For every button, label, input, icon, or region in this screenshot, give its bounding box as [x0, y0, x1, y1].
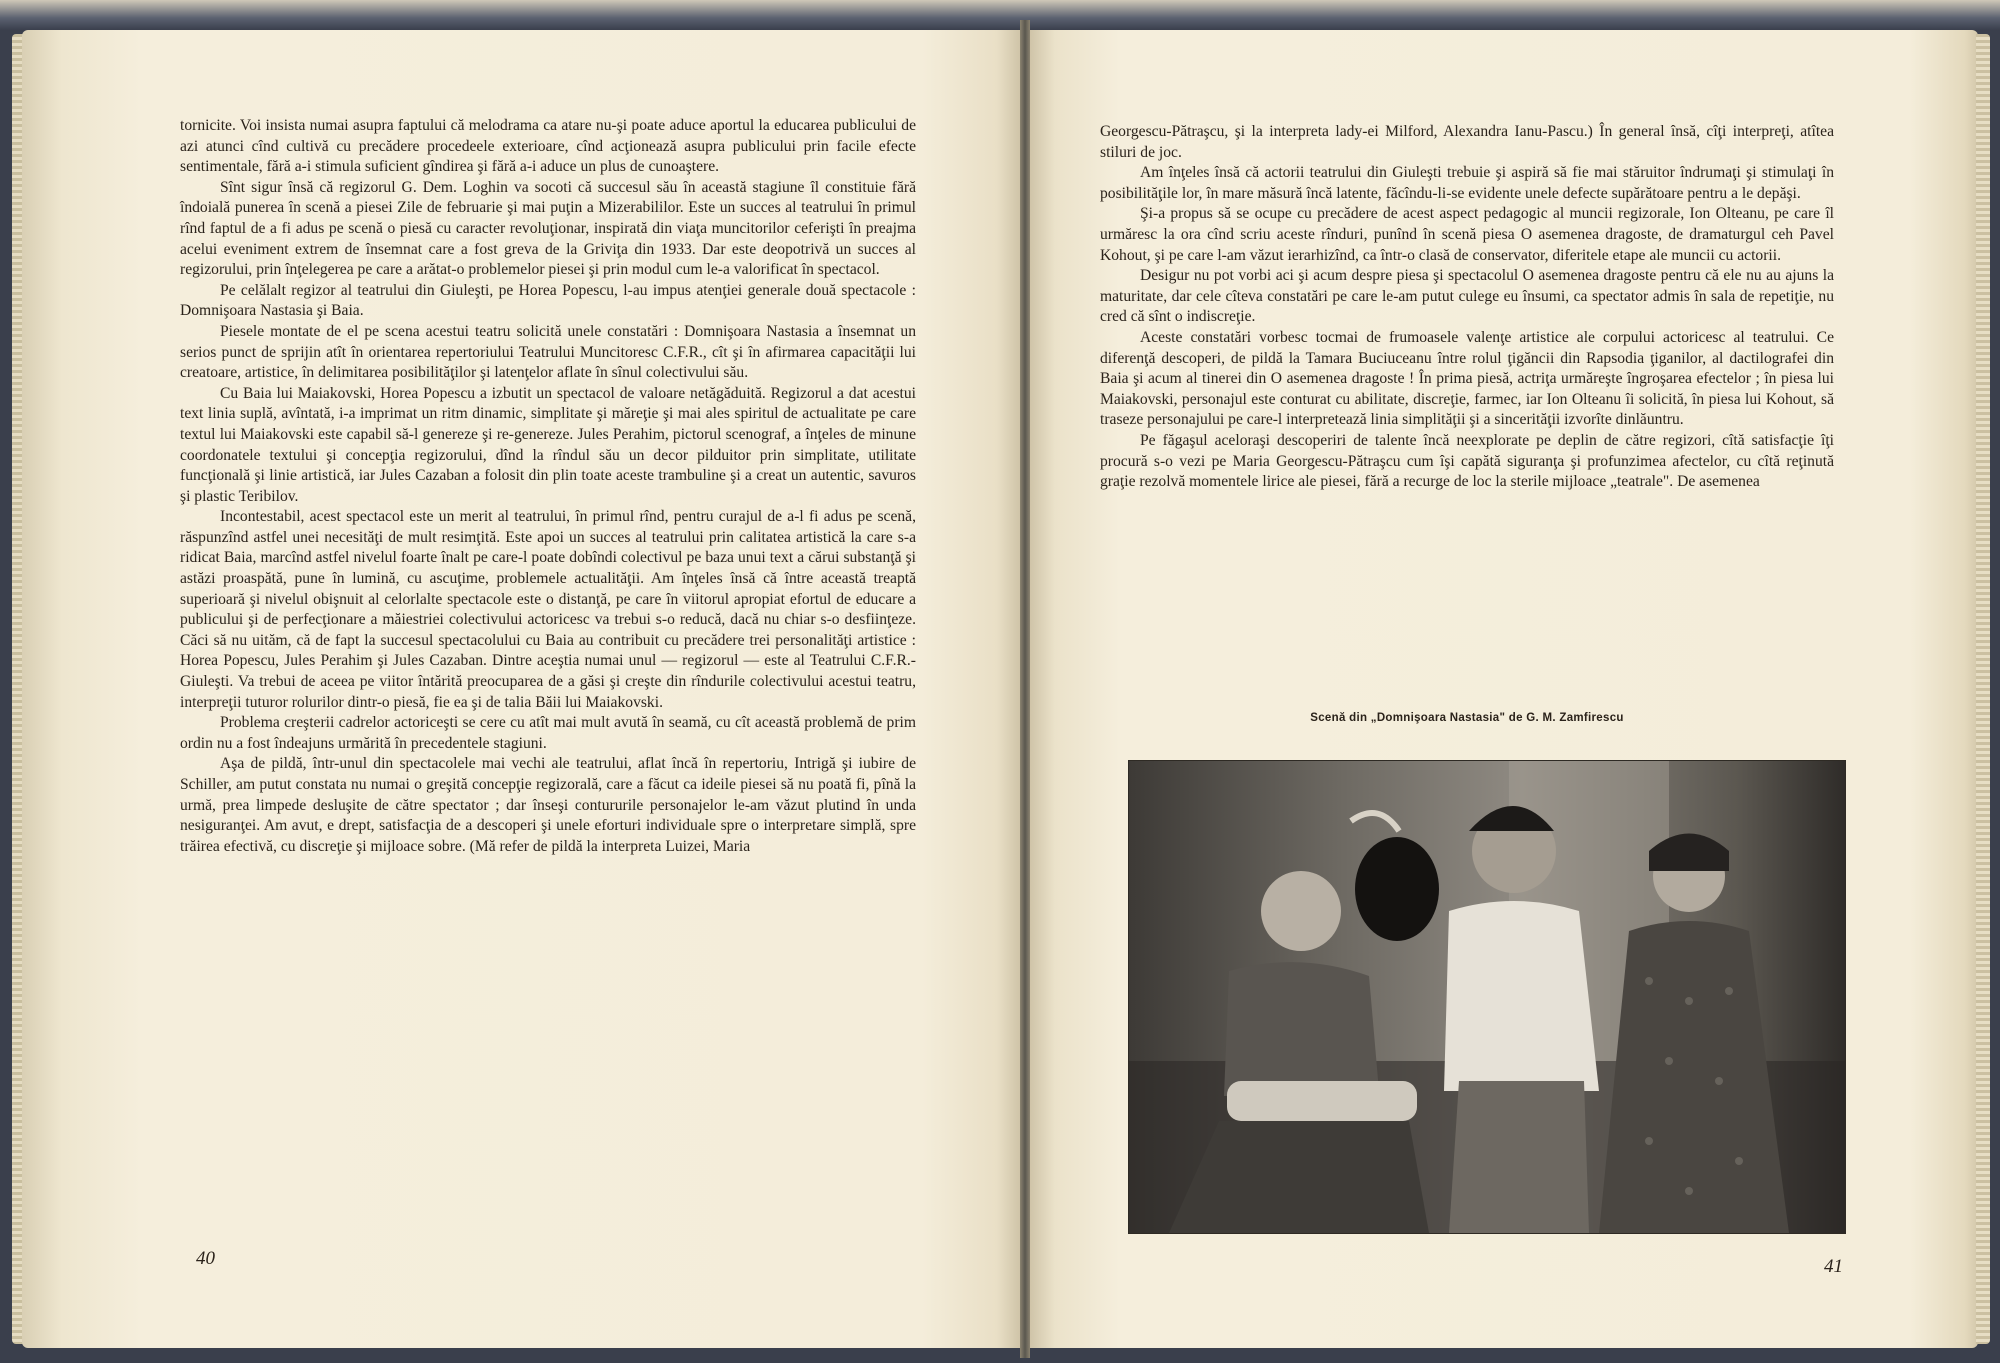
scene-photo-image: [1129, 761, 1845, 1233]
photo-caption: Scenă din „Domnişoara Nastasia" de G. M. Zamfirescu: [1310, 712, 1624, 724]
book-spine: [1020, 20, 1030, 1358]
page-number-left: 40: [196, 1248, 215, 1269]
scene-photograph: [1128, 760, 1846, 1234]
paragraph: Incontestabil, acest spectacol este un merit al teatrului, în primul rînd, pentru curajul de a-l fi adus pe scenă, răspunzînd astfel unei necesităţi de mult resimţită. Este apoi un succes al teatrului prin calitatea artistică la care s-a ridicat Baia, marcînd astfel nivelul foarte înalt pe care-l poate dobîndi colectivul pe baza unui text a cărui substanţă şi astăzi proaspătă, pune în lumină, cu ascuţime, problemele actualităţii. Am înţeles însă că între această treaptă superioară şi nivelul obişnuit al celorlalte spectacole este o distanţă, pe care în viitorul apropiat efortul de educare a publicului şi de perfecţionare a măiestriei colectivului actoricesc va trebui s-o reducă, dacă nu chiar s-o desfiinţeze. Căci să nu uităm, că de fapt la succesul spectacolului cu Baia au contribuit cu precădere trei personalităţi artistice : Horea Popescu, Jules Perahim şi Jules Cazaban. Dintre aceştia numai unul — regizorul — este al Teatrului C.F.R.-Giuleşti. Va trebui de aceea pe viitor întărită preocuparea de a găsi şi creşte din rîndurile colectivului acestui teatru, interpreţii tuturor rolurilor dintr-o piesă, fie ea şi de talia Băii lui Maiakovski.: [180, 508, 916, 711]
right-page-text: [1100, 122, 1834, 493]
paragraph: Cu Baia lui Maiakovski, Horea Popescu a izbutit un spectacol de valoare netăgăduită. Regizorul a dat acestui text linia suplă, avîntată, i-a imprimat un ritm dinamic, simplitate şi măreţie şi mai ales spiritul de actualitate pe care textul lui Maiakovski este capabil să-l genereze şi re-genereze. Jules Perahim, pictorul scenograf, a înţeles de minune coordonatele textului şi concepţia regizorului, dînd la rîndul său un decor pilduitor prin simplitate, utilitate funcţională şi linie artistică, iar Jules Cazaban a folosit din plin toate aceste trambuline şi a creat un autentic, savuros şi plastic Teribilov.: [180, 384, 916, 505]
page-edges-right: [1976, 34, 1990, 1344]
paragraph: Aşa de pildă, într-unul din spectacolele mai vechi ale teatrului, aflat încă în repertoriu, Intrigă şi iubire de Schiller, am putut constata nu numai o greşită concepţie regizorală, care a făcut ca ideile piesei să nu poată fi, pînă la urmă, prea limpede desluşite de către spectator ; dar înseşi contururile personajelor le-am văzut plutind în unda nesiguranţei. Am avut, e drept, satisfacţia de a descoperi şi unele eforturi individuale spre o interpretare simplă, spre trăirea efectivă, cu discreţie şi mijloace sobre. (Mă refer de pildă la interpreta Luizei, Maria: [180, 755, 916, 855]
paragraph: Am înţeles însă că actorii teatrului din Giuleşti trebuie şi aspiră să fie mai stăruitor îndrumaţi şi stimulaţi în posibilităţile lor, în mare măsură încă latente, făcîndu-li-se evidente unele defecte supărătoare pentru a le depăşi.: [1100, 164, 1834, 202]
paragraph: Georgescu-Pătraşcu, şi la interpreta lady-ei Milford, Alexandra Ianu-Pascu.) În general însă, cîţi interpreţi, atîtea stiluri de joc.: [1100, 123, 1834, 161]
paragraph: tornicite. Voi insista numai asupra faptului că melodrama ca atare nu-şi poate aduce aportul la educarea publicului de azi atunci cînd cultivă cu precădere procedeele exterioare, cînd acţionează asupra publicului prin facile efecte sentimentale, fără a-i stimula suficient gîndirea şi fără a-i aduce un plus de cunoaştere.: [180, 117, 916, 176]
paragraph: Pe făgaşul aceloraşi descoperiri de talente încă neexplorate pe deplin de către regizori, cîtă satisfacţie îţi procură s-o vezi pe Maria Georgescu-Pătraşcu cum îşi capătă siguranţa şi profunzimea afectelor, cu cîtă reţinută graţie rezolvă momentele lirice ale piesei, fără a recurge de loc la sterile mijloace „teatrale". De asemenea: [1100, 431, 1834, 491]
paragraph: Şi-a propus să se ocupe cu precădere de acest aspect pedagogic al muncii regizorale, Ion Olteanu, pe care îl urmăresc la ora cînd scriu aceste rînduri, punînd în scenă piesa O asemenea dragoste, de dramaturgul ceh Pavel Kohout, şi pe care l-am văzut ierarhizînd, ca într-o clasă de conservator, diferitele etape ale muncii cu actorii.: [1100, 205, 1834, 264]
paragraph: Piesele montate de el pe scena acestui teatru solicită unele constatări : Domnişoara Nastasia a însemnat un serios punct de sprijin atît în orientarea repertoriului Teatrului Muncitoresc C.F.R., cît şi în afirmarea capacităţii lui creatoare, artistice, în delimitarea posibilităţilor şi latenţelor aflate în sînul colectivului său.: [180, 322, 916, 382]
left-page-text: [180, 116, 916, 857]
paragraph: Desigur nu pot vorbi aci şi acum despre piesa şi spectacolul O asemenea dragoste pentru că ele nu au ajuns la maturitate, dar cele cîteva constatări pe care le-am putut culege eu însumi, ca spectator admis în sala de repetiţie, nu cred că sînt o indiscreţie.: [1100, 267, 1834, 326]
paragraph: Pe celălalt regizor al teatrului din Giuleşti, pe Horea Popescu, l-au impus atenţiei generale două spectacole : Domnişoara Nastasia şi Baia.: [180, 281, 916, 320]
paragraph: Problema creşterii cadrelor actoriceşti se cere cu atît mai mult avută în seamă, cu cît această problemă de prim ordin nu a fost îndeajuns urmărită în precedentele stagiuni.: [180, 714, 916, 752]
paragraph: Aceste constatări vorbesc tocmai de frumoasele valenţe artistice ale corpului actoricesc al teatrului. Ce diferenţă descoperi, de pildă la Tamara Buciuceanu între rolul ţigăncii din Rapsodia ţiganilor, al dactilografei din Baia şi acum al tinerei din O asemenea dragoste ! În prima piesă, actriţa urmăreşte îngroşarea efectelor ; în piesa lui Maiakovski, personajul este conturat cu abilitate, discreţie, farmec, iar Ion Olteanu îi solicită, în piesa lui Kohout, să traseze personajului pe care-l interpretează linia simplităţii şi a sincerităţii izvorîte dinlăuntru.: [1100, 328, 1834, 429]
page-number-right: 41: [1824, 1256, 1843, 1277]
paragraph: Sînt sigur însă că regizorul G. Dem. Loghin va socoti că succesul său în această stagiune îl constituie fără îndoială punerea în scenă a piesei Zile de februarie şi mai puţin a Mizerabililor. Este un succes al teatrului în primul rînd faptul de a fi adus pe scenă o piesă cu caracter revoluţionar, inspirată din viaţa muncitorilor ceferişti în preajma acelui eveniment extrem de însemnat care a fost greva de la Griviţa din 1933. Dar este deopotrivă un succes al regizorului, prin înţelegerea pe care a arătat-o problemelor piesei şi prin modul cum le-a valorificat în spectacol.: [180, 178, 916, 279]
